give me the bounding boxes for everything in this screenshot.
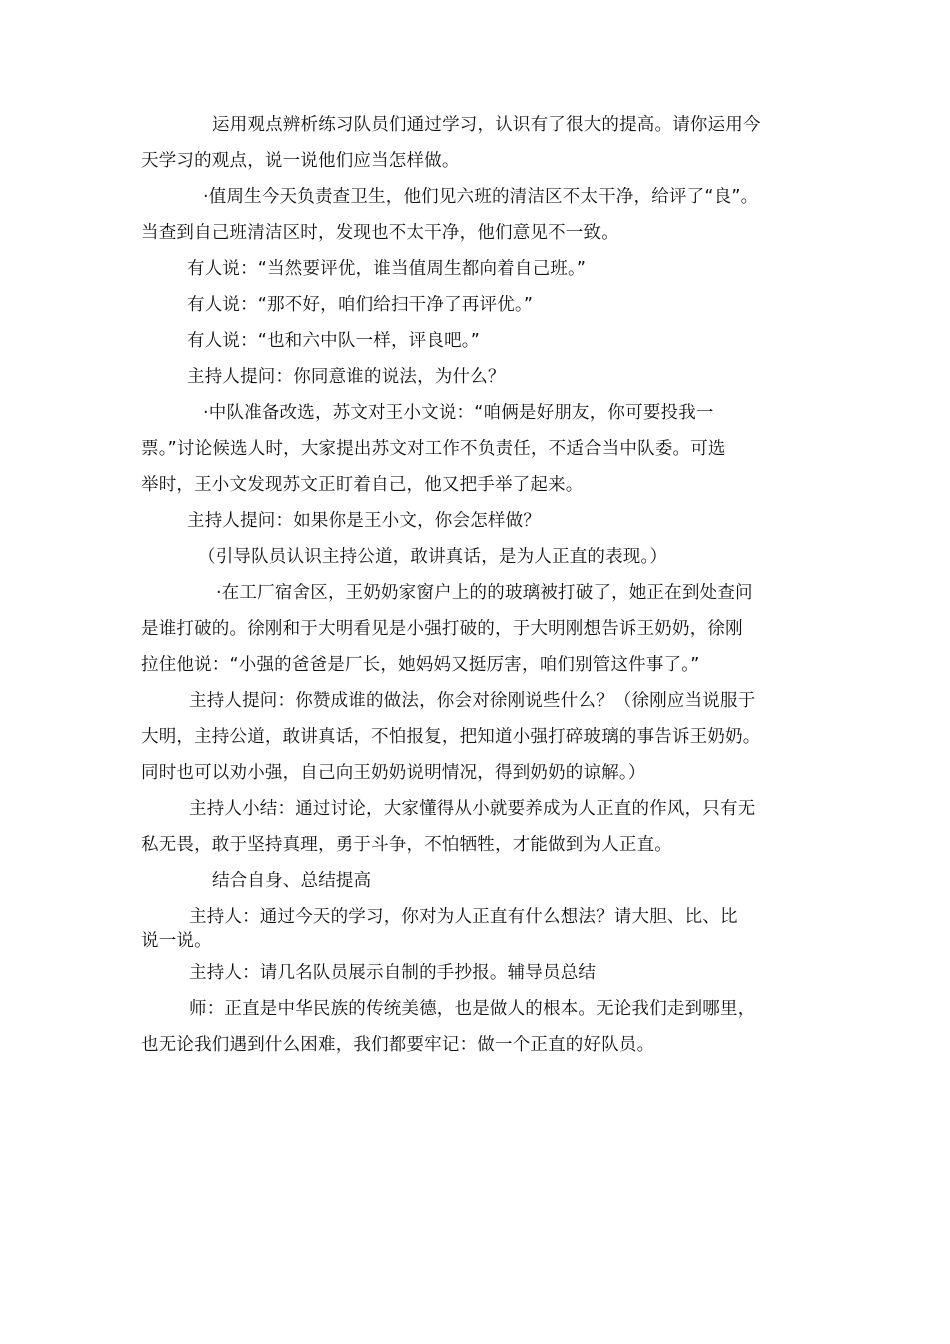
text-line: 私无畏，敢于坚持真理，勇于斗争，不怕牺牲，才能做到为人正直。 — [141, 835, 672, 855]
text-line: 有人说：“当然要评优，谁当值周生都向着自己班。” — [187, 259, 587, 279]
text-line: （引导队员认识主持公道，敢讲真话，是为人正直的表现。） — [198, 547, 668, 567]
text-line: 主持人提问：你同意谁的说法，为什么？ — [187, 367, 506, 387]
text-line: 主持人：通过今天的学习，你对为人正直有什么想法？请大胆、比、比 — [189, 907, 738, 927]
text-line: 有人说：“也和六中队一样，评良吧。” — [187, 331, 480, 351]
section-heading: 结合自身、总结提高 — [212, 871, 372, 891]
text-line: 主持人提问：你赞成谁的做法，你会对徐刚说些什么？（徐刚应当说服于 — [189, 691, 756, 711]
text-line: 同时也可以劝小强，自己向王奶奶说明情况，得到奶奶的谅解。） — [141, 763, 646, 783]
text-line: 主持人：请几名队员展示自制的手抄报。辅导员总结 — [189, 963, 597, 983]
text-line: 也无论我们遇到什么困难，我们都要牢记：做一个正直的好队员。 — [141, 1035, 655, 1055]
text-line: ·在工厂宿舍区，王奶奶家窗户上的的玻璃被打破了，她正在到处查问 — [216, 583, 753, 603]
text-line: 天学习的观点，说一说他们应当怎样做。 — [141, 151, 460, 171]
text-line: 大明，主持公道，敢讲真话，不怕报复，把知道小强打碎玻璃的事告诉王奶奶。 — [141, 727, 761, 747]
text-line: 有人说：“那不好，咱们给扫干净了再评优。” — [187, 295, 534, 315]
text-line: 主持人提问：如果你是王小文，你会怎样做？ — [187, 511, 541, 531]
text-line: 主持人小结：通过讨论，大家懂得从小就要养成为人正直的作风，只有无 — [189, 799, 756, 819]
text-line: 是谁打破的。徐刚和于大明看见是小强打破的，于大明刚想告诉王奶奶，徐刚 — [141, 619, 743, 639]
text-line: 拉住他说：“小强的爸爸是厂长，她妈妈又挺厉害，咱们别管这件事了。” — [141, 655, 700, 675]
text-line: 票。”讨论候选人时，大家提出苏文对工作不负责任，不适合当中队委。可选 — [141, 439, 726, 459]
text-line: 师：正直是中华民族的传统美德，也是做人的根本。无论我们走到哪里， — [189, 999, 756, 1019]
text-line: 说一说。 — [141, 931, 212, 951]
text-line: 当查到自己班清洁区时，发现也不太干净，他们意见不一致。 — [141, 223, 619, 243]
text-line: ·值周生今天负责查卫生，他们见六班的清洁区不太干净，给评了“良”。 — [203, 187, 759, 207]
text-line: ·中队准备改选，苏文对王小文说：“咱俩是好朋友，你可要投我一 — [203, 403, 714, 423]
text-line: 运用观点辨析练习队员们通过学习，认识有了很大的提高。请你运用今 — [212, 115, 761, 135]
text-line: 举时，王小文发现苏文正盯着自己，他又把手举了起来。 — [141, 475, 584, 495]
